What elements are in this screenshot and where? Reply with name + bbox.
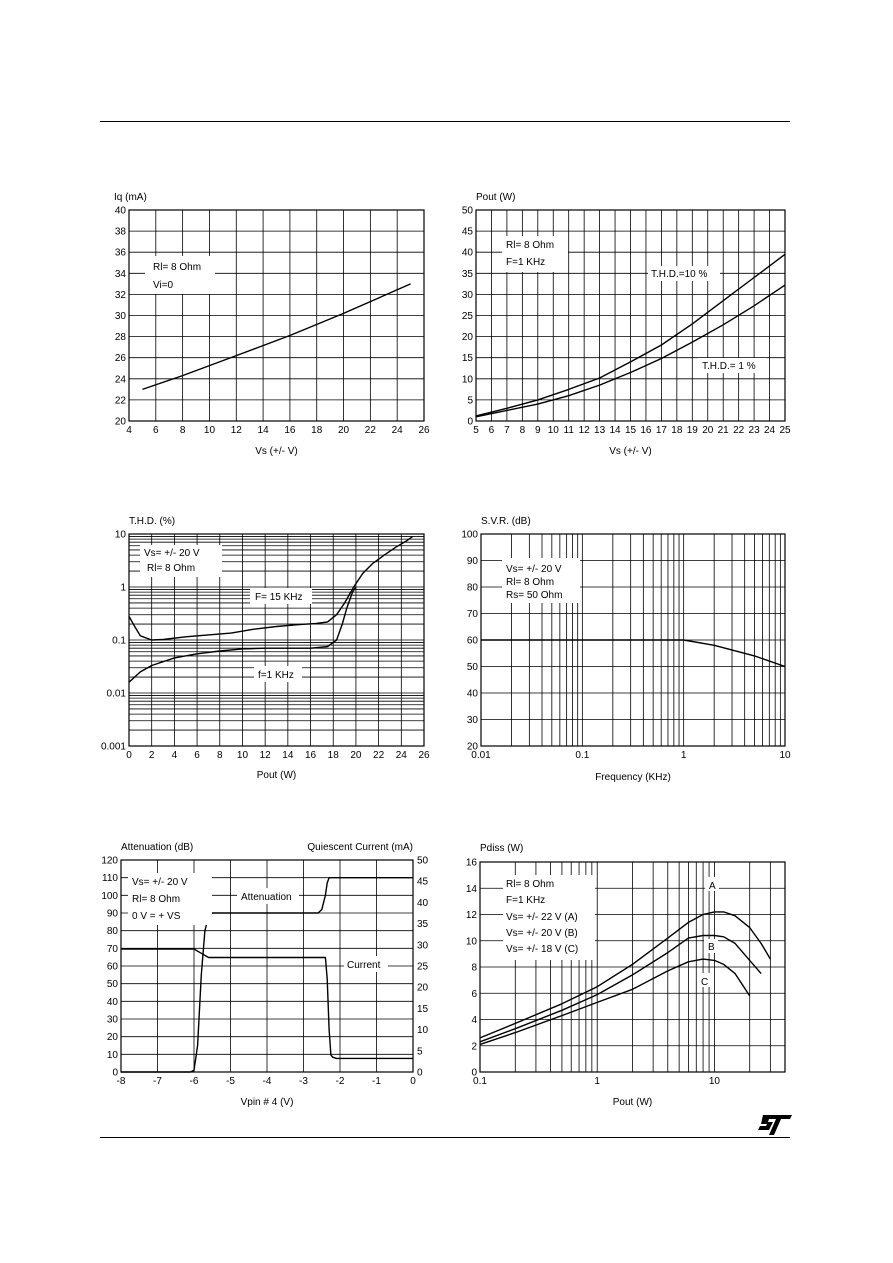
y-tick-label: 34 (114, 268, 126, 280)
annotation: Rl= 8 Ohm (147, 563, 196, 574)
annotation: Rl= 8 Ohm (132, 894, 181, 905)
x-tick-label: 14 (257, 425, 269, 436)
y-tick-label: 50 (106, 979, 118, 991)
x-tick-label: 5 (473, 425, 479, 436)
x-tick-label: 10 (779, 750, 791, 761)
annotation: 0 V = + VS (132, 911, 181, 922)
y2-tick-label: 15 (417, 1003, 429, 1015)
x-tick-label: 15 (624, 425, 637, 436)
annotation: T.H.D.= 1 % (702, 361, 756, 372)
annotation: Rs= 50 Ohm (506, 590, 563, 601)
x-tick-label: 1 (680, 750, 687, 761)
x-tick-label: 8 (519, 425, 526, 436)
y-tick-label: 14 (465, 883, 477, 895)
x-tick-label: 10 (708, 1076, 720, 1087)
y2-tick-label: 50 (417, 855, 429, 867)
x-tick-label: 4 (126, 425, 132, 436)
y-tick-label: 0 (471, 1067, 477, 1079)
x-tick-label: 2 (148, 750, 155, 761)
y-tick-label: 8 (471, 962, 477, 974)
x-tick-label: 22 (733, 425, 745, 436)
x-tick-label: 23 (748, 425, 760, 436)
x-tick-label: 20 (702, 425, 714, 436)
annotation: T.H.D.=10 % (651, 269, 708, 280)
x-tick-label: 14 (282, 750, 294, 761)
x-tick-label: 12 (230, 425, 242, 436)
annotation: Attenuation (241, 892, 292, 903)
y-tick-label: 0.01 (106, 688, 126, 700)
series-line-svr (481, 640, 785, 667)
y-tick-label: 25 (461, 311, 473, 322)
y-tick-label: 0 (467, 416, 473, 428)
y-tick-label: 60 (466, 635, 478, 647)
chart-title: S.V.R. (dB) (481, 516, 531, 527)
chart-5 (101, 842, 428, 1108)
y2-tick-label: 25 (417, 961, 429, 973)
y-tick-label: 36 (114, 247, 126, 259)
x-tick-label: 1 (594, 1076, 600, 1087)
y-tick-label: 110 (102, 873, 118, 885)
chart-title: Attenuation (dB) (121, 842, 194, 853)
x-tick-label: 11 (563, 425, 574, 436)
y-tick-label: 40 (114, 205, 126, 217)
x-tick-label: 12 (259, 750, 271, 761)
x-tick-label: -2 (335, 1076, 345, 1087)
x-tick-label: 8 (179, 425, 186, 436)
y-tick-label: 16 (465, 857, 477, 869)
y-tick-label: 38 (114, 226, 126, 238)
x-tick-label: 10 (547, 425, 559, 436)
x-tick-label: 22 (373, 750, 385, 761)
x-tick-label: 16 (284, 425, 296, 436)
x-tick-label: 14 (609, 425, 621, 436)
x-tick-label: 8 (216, 750, 223, 761)
annotation: Current (347, 960, 381, 971)
x-tick-label: 0.1 (473, 1076, 487, 1087)
y-tick-label: 100 (101, 890, 118, 902)
y-tick-label: 5 (467, 395, 473, 407)
y-tick-label: 100 (461, 529, 478, 541)
x-tick-label: 16 (640, 425, 652, 436)
y-tick-label: 22 (114, 395, 126, 407)
y-tick-label: 40 (461, 247, 473, 259)
x-tick-label: 6 (488, 425, 495, 436)
chart-6 (466, 843, 785, 1108)
y2-tick-label: 5 (417, 1046, 423, 1058)
y-tick-label: 15 (461, 353, 473, 365)
y2-tick-label: 0 (417, 1067, 423, 1079)
chart-2 (462, 192, 791, 457)
x-axis-label: Vs (+/- V) (609, 446, 652, 457)
y-tick-label: 40 (466, 688, 478, 700)
y-tick-label: 0 (112, 1067, 118, 1079)
x-tick-label: 19 (686, 425, 698, 436)
annotation: F=1 KHz (506, 895, 546, 906)
y-tick-label: 10 (114, 529, 126, 541)
annotation: Vs= +/- 20 V (506, 564, 562, 575)
y-tick-label: 30 (466, 715, 478, 726)
y-tick-label: 20 (461, 332, 473, 344)
y-tick-label: 50 (466, 662, 478, 673)
x-tick-label: -8 (116, 1076, 126, 1087)
y-tick-label: 32 (114, 289, 126, 301)
y2-tick-label: 35 (417, 919, 429, 931)
x-tick-label: 24 (395, 750, 407, 761)
y-tick-label: 20 (114, 416, 126, 428)
x-tick-label: -6 (189, 1076, 199, 1087)
x-tick-label: 13 (594, 425, 606, 436)
annotation: F=1 KHz (506, 257, 546, 268)
y-tick-label: 70 (466, 609, 478, 620)
chart-1-grid (129, 210, 424, 421)
x-tick-label: 6 (153, 425, 159, 436)
y-tick-label: 120 (101, 855, 118, 867)
x-tick-label: -4 (262, 1076, 272, 1087)
annotation: Rl= 8 Ohm (506, 879, 555, 890)
y-tick-label: 12 (465, 910, 477, 921)
annotation: F= 15 KHz (255, 592, 303, 603)
x-axis-label: Frequency (KHz) (595, 772, 671, 783)
x-tick-label: 18 (311, 425, 323, 436)
y-tick-label: 10 (106, 1049, 118, 1061)
annotation: Rl= 8 Ohm (506, 240, 555, 251)
x-tick-label: 20 (350, 750, 362, 761)
annotation: Vs= +/- 20 V (B) (506, 928, 578, 939)
y-tick-label: 70 (106, 943, 118, 955)
y-tick-label: 30 (461, 289, 473, 301)
x-tick-label: 18 (327, 750, 339, 761)
x-tick-label: 6 (194, 750, 200, 761)
x-tick-label: 12 (578, 425, 590, 436)
y2-tick-label: 20 (417, 982, 429, 994)
chart-3 (101, 516, 430, 781)
x-axis-label: Vs (+/- V) (255, 446, 298, 457)
y-tick-label: 4 (471, 1015, 477, 1026)
x-axis-label: Vpin # 4 (V) (240, 1097, 294, 1108)
y-tick-label: 60 (106, 961, 118, 973)
chart-title-right: Quiescent Current (mA) (307, 842, 413, 853)
chart-title: Pdiss (W) (480, 843, 524, 854)
x-tick-label: 26 (418, 425, 430, 436)
x-tick-label: 20 (337, 425, 350, 436)
annotation: Vs= +/- 20 V (132, 877, 188, 888)
y-tick-label: 30 (106, 1014, 118, 1026)
x-axis-label: Pout (W) (612, 1097, 653, 1108)
x-tick-label: 0.01 (471, 750, 491, 761)
x-tick-label: 10 (236, 750, 249, 761)
x-tick-label: 18 (671, 425, 683, 436)
y-tick-label: 28 (114, 332, 126, 344)
x-tick-label: -7 (153, 1076, 162, 1087)
x-tick-label: 24 (391, 425, 403, 436)
x-tick-label: 16 (304, 750, 317, 761)
annotation: Vs= +/- 18 V (C) (506, 944, 579, 955)
y-tick-label: 10 (465, 936, 477, 948)
x-tick-label: 17 (655, 425, 667, 436)
y-tick-label: 40 (106, 996, 118, 1008)
annotation: B (708, 942, 715, 953)
x-tick-label: -1 (372, 1076, 381, 1087)
y2-tick-label: 40 (417, 897, 429, 909)
y2-tick-label: 45 (417, 876, 429, 888)
x-tick-label: 10 (203, 425, 216, 436)
y-tick-label: 50 (461, 205, 473, 217)
y-tick-label: 0.1 (112, 635, 126, 647)
x-tick-label: 0 (410, 1076, 416, 1087)
y-tick-label: 45 (461, 226, 473, 238)
st-logo (757, 1114, 793, 1136)
annotation: f=1 KHz (258, 670, 294, 681)
x-tick-label: 24 (763, 425, 776, 436)
y-tick-label: 90 (466, 556, 478, 567)
chart-4 (461, 516, 791, 783)
x-tick-label: 9 (535, 425, 541, 436)
y-tick-label: 1 (120, 582, 126, 594)
x-tick-label: -5 (226, 1076, 235, 1087)
annotation: Vi=0 (153, 280, 174, 291)
y-tick-label: 10 (461, 374, 473, 386)
x-tick-label: 22 (364, 425, 376, 436)
x-tick-label: 21 (717, 425, 729, 436)
y-tick-label: 80 (106, 926, 118, 938)
x-tick-label: -3 (299, 1076, 308, 1087)
y-tick-label: 20 (466, 741, 478, 753)
y-tick-label: 24 (114, 374, 126, 386)
y-tick-label: 26 (114, 353, 126, 365)
y2-tick-label: 30 (417, 940, 429, 952)
x-tick-label: 4 (171, 750, 178, 761)
annotation: Rl= 8 Ohm (506, 577, 555, 588)
chart-title: T.H.D. (%) (129, 516, 176, 527)
y-tick-label: 20 (106, 1032, 118, 1044)
y-tick-label: 80 (466, 582, 478, 594)
y-tick-label: 0.001 (100, 741, 126, 753)
x-tick-label: 7 (504, 425, 510, 436)
annotation: A (709, 881, 716, 892)
annotation: Vs= +/- 20 V (144, 548, 200, 559)
annotation: Vs= +/- 22 V (A) (506, 912, 578, 923)
y-tick-label: 6 (471, 988, 477, 1000)
x-axis-label: Pout (W) (256, 770, 297, 781)
x-tick-label: 0.1 (575, 750, 590, 761)
x-tick-label: 0 (126, 750, 132, 761)
y-tick-label: 90 (106, 908, 118, 920)
x-tick-label: 25 (779, 425, 791, 436)
y-tick-label: 30 (114, 311, 126, 322)
x-tick-label: 26 (418, 750, 430, 761)
chart-1 (114, 192, 430, 457)
chart-title: Pout (W) (476, 192, 516, 203)
y-tick-label: 2 (471, 1041, 477, 1053)
annotation: Rl= 8 Ohm (153, 262, 202, 273)
annotation: C (701, 977, 709, 988)
y-tick-label: 35 (461, 268, 473, 280)
y2-tick-label: 10 (417, 1025, 429, 1037)
chart-title: Iq (mA) (114, 192, 147, 203)
